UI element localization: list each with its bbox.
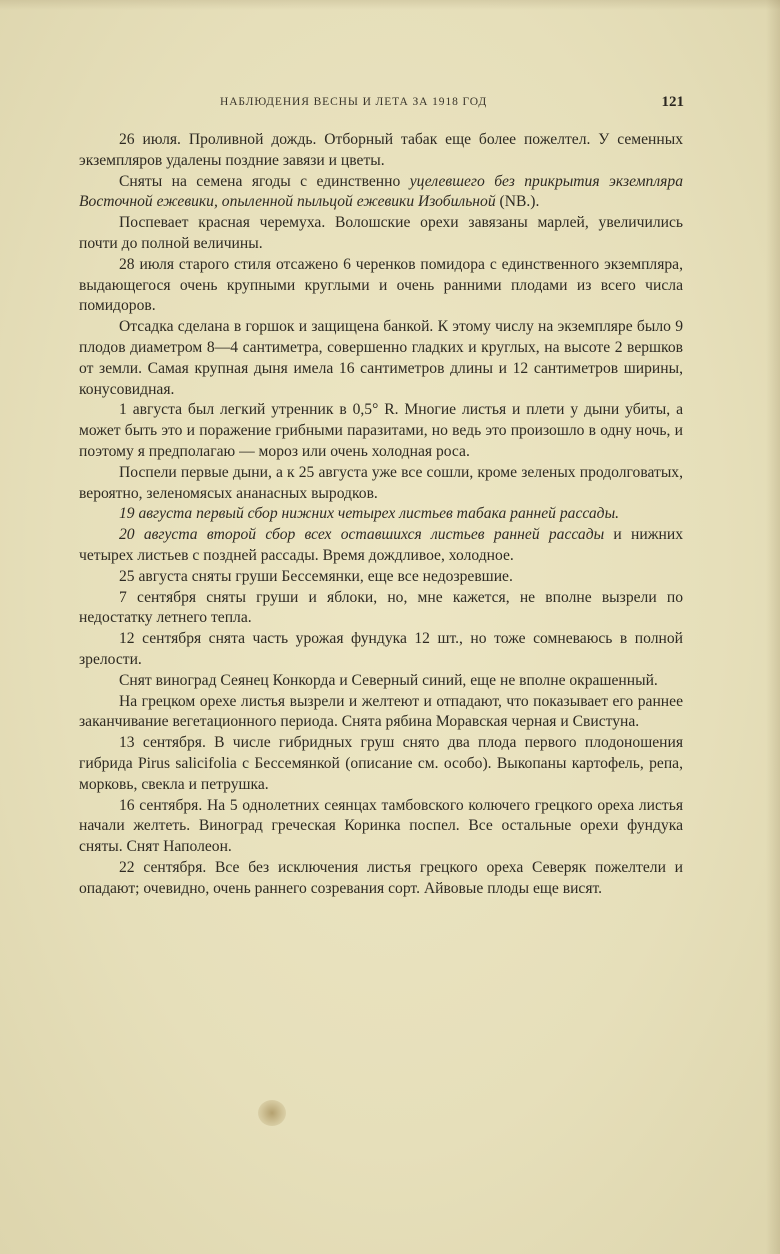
- page-right-shadow: [766, 0, 780, 1254]
- ink-stain: [258, 1100, 286, 1126]
- paragraph: Сняты на семена ягоды с единственно уцелевшего без прикрытия экземпляра Восточной ежевики, опыленной пыльцой ежевики Изобильной (NB.).: [79, 172, 683, 211]
- page-top-shadow: [0, 0, 780, 10]
- paragraph: 28 июля старого стиля отсажено 6 черенков помидора с единственного экземпляра, выдающегося очень крупными круглыми и очень ранними плодами из всего числа помидоров.: [79, 255, 683, 315]
- page-number: 121: [661, 94, 684, 110]
- body-text: [79, 130, 683, 899]
- paragraph: Снят виноград Сеянец Конкорда и Северный синий, еще не вполне окрашенный.: [119, 671, 658, 689]
- paragraph: 16 сентября. На 5 однолетних сеянцах тамбовского колючего грецкого ореха листья начали желтеть. Виноград греческая Коринка поспел. Все остальные орехи фундука сняты. Снят Наполеон.: [79, 796, 683, 856]
- paragraph: Поспевает красная черемуха. Волошские орехи завязаны марлей, увеличились почти до полной величины.: [79, 214, 683, 252]
- paragraph: Отсадка сделана в горшок и защищена банкой. К этому числу на экземпляре было 9 плодов диаметром 8—4 сантиметра, совершенно гладких и круглых, на высоте 2 вершков от земли. Самая крупная дыня имела 16 сантиметров длины и 12 сантиметров ширины, конусовидная.: [79, 318, 683, 398]
- paragraph: 22 сентября. Все без исключения листья грецкого ореха Северяк пожелтели и опадают; очевидно, очень раннего созревания сорт. Айвовые плоды еще висят.: [79, 858, 683, 897]
- page-header: [80, 96, 684, 116]
- italic-text: 19 августа первый сбор нижних четырех листьев табака ранней рассады.: [119, 505, 620, 523]
- italic-text: 20 августа второй сбор всех оставшихся листьев ранней рассады: [119, 526, 605, 544]
- paragraph: [79, 504, 683, 525]
- paragraph: 7 сентября сняты груши и яблоки, но, мне кажется, не вполне вызрели по недостатку летнего тепла.: [79, 588, 683, 627]
- paragraph: 13 сентября. В числе гибридных груш снято два плода первого плодоношения гибрида Pirus salicifolia с Бессемянкой (описание см. особо). Выкопаны картофель, репа, морковь, свекла и петрушка.: [79, 734, 683, 793]
- paragraph: 1 августа был легкий утренник в 0,5° R. Многие листья и плети у дыни убиты, а может быть это и поражение грибными паразитами, но ведь это произошло в одну ночь, и поэтому я предполагаю — мороз или очень холодная роса.: [79, 401, 683, 460]
- paragraph: 25 августа сняты груши Бессемянки, еще все недозревшие.: [119, 567, 513, 585]
- paragraph: 20 августа второй сбор всех оставшихся листьев ранней рассады и нижних четырех листьев с поздней рассады. Время дождливое, холодное.: [79, 526, 683, 564]
- paragraph: На грецком орехе листья вызрели и желтеют и отпадают, что показывает его раннее заканчивание вегетационного периода. Снята рябина Моравская черная и Свистуна.: [79, 692, 683, 731]
- paragraph: 12 сентября снята часть урожая фундука 12 шт., но тоже сомневаюсь в полной зрелости.: [79, 630, 683, 668]
- paragraph: Поспели первые дыни, а к 25 августа уже все сошли, кроме зеленых продолговатых, вероятно, зеленомясых ананасных выродков.: [79, 463, 683, 502]
- running-title: НАБЛЮДЕНИЯ ВЕСНЫ И ЛЕТА ЗА 1918 ГОД: [220, 96, 488, 108]
- paragraph: 26 июля. Проливной дождь. Отборный табак еще более пожелтел. У семенных экземпляров удалены поздние завязи и цветы.: [79, 131, 683, 169]
- italic-text: уцелевшего без прикрытия экземпляра Восточной ежевики, опыленной пыльцой ежевики Изобильной: [79, 172, 683, 211]
